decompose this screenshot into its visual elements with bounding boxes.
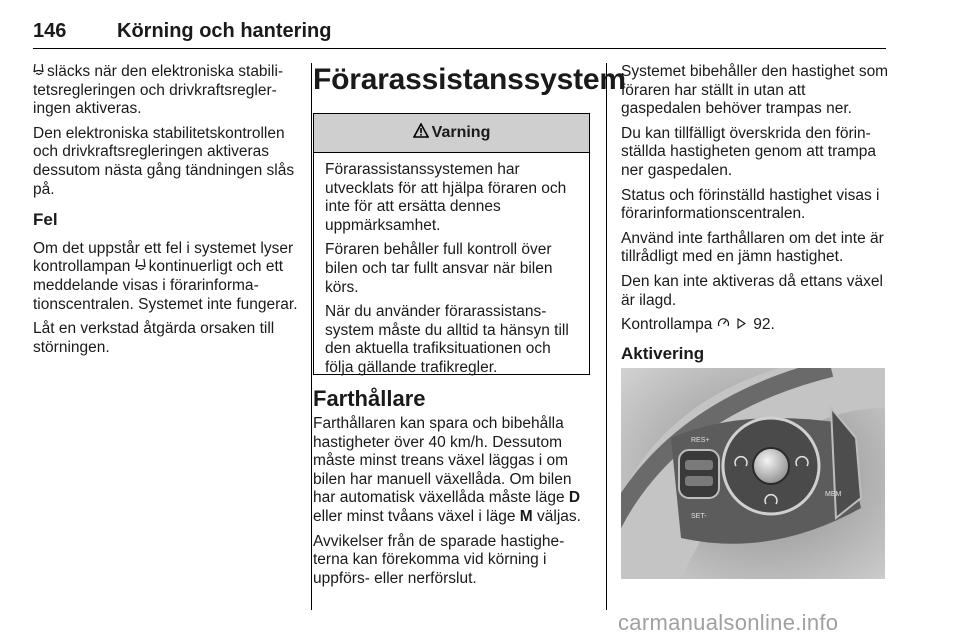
section-heading-aktivering: Aktivering <box>621 343 705 363</box>
paragraph: Farthållaren kan spara och bibehålla hastigheter över 40 km/h. Dessutom måste minst treans växel läggas i om bilen har manuell växellåda. Om bilen har automatisk växellåda måste läge D eller minst tvåans växel i läge M väljas. <box>313 415 581 525</box>
column-right <box>621 63 889 373</box>
paragraph: Kontrollampa 92. <box>621 316 775 334</box>
cruise-control-icon <box>717 316 730 335</box>
warning-paragraph: Föraren behåller full kontroll över bilen och tar fullt ansvar när bilen körs. <box>325 241 553 296</box>
column-divider-right <box>606 63 607 610</box>
warning-triangle-icon <box>413 123 429 143</box>
warning-box <box>313 113 590 375</box>
warning-header <box>314 114 589 153</box>
paragraph: Använd inte farthållaren om det inte är tillrådligt med en jämn hastighet. <box>621 229 884 266</box>
paragraph: Status och förinställd hastighet visas i förarinformationscentralen. <box>621 186 880 223</box>
traction-control-icon <box>135 258 146 277</box>
column-middle-text <box>313 415 593 594</box>
set-label: SET- <box>691 513 707 520</box>
page-reference-arrow-icon <box>737 316 746 335</box>
warning-paragraph: Förarassistanssystemen har utvecklats för att hjälpa föraren och inte för att ersätta dennes uppmärksamhet. <box>325 161 567 234</box>
page-number: 146 <box>33 20 67 42</box>
mem-label: MEM <box>825 491 842 498</box>
paragraph: Avvikelser från de sparade hastigheterna kan förekomma vid körning i uppförs- eller nerförslut. <box>313 532 565 587</box>
paragraph: Låt en verkstad åtgärda orsaken till störningen. <box>33 320 275 356</box>
paragraph: Om det uppstår ett fel i systemet lyser kontrollampan kontinuerligt och ett meddelande visas i förarinformationscentralen. Systemet inte fungerar. <box>33 239 298 313</box>
warning-label: Varning <box>431 124 491 141</box>
esc-off-icon <box>33 63 44 82</box>
paragraph: Den kan inte aktiveras då ettans växel är ilagd. <box>621 272 883 309</box>
paragraph: Systemet bibehåller den hastighet som föraren har ställt in utan att gaspedalen behöver trampas ner. <box>621 63 889 118</box>
subsection-heading-farthallare: Farthållare <box>313 386 426 411</box>
chapter-title: Körning och hantering <box>117 20 332 42</box>
column-left <box>33 63 301 363</box>
page-header <box>33 18 886 49</box>
steering-wheel-illustration <box>621 368 885 579</box>
paragraph: släcks när den elektroniska stabilitetsregleringen och drivkraftsregleringen aktiveras. <box>33 63 284 118</box>
watermark: carmanualsonline.info <box>618 610 839 635</box>
section-title: Förarassistanssystem <box>313 63 626 96</box>
warning-paragraph: När du använder förarassistanssystem måste du alltid ta hänsyn till den aktuella trafiksituationen och följa gällande trafikregler. <box>325 303 569 376</box>
column-divider-left <box>311 63 312 610</box>
warning-body <box>314 153 589 378</box>
res-label: RES+ <box>691 437 710 444</box>
section-heading-fel: Fel <box>33 210 58 230</box>
paragraph: Den elektroniska stabilitetskontrollen och drivkraftsregleringen aktiveras dessutom nästa gång tändningen slås på. <box>33 124 295 198</box>
steering-wheel-controls-photo <box>621 368 885 579</box>
paragraph: Du kan tillfälligt överskrida den förinställda hastigheten genom att trampa ner gaspedalen. <box>621 124 877 179</box>
